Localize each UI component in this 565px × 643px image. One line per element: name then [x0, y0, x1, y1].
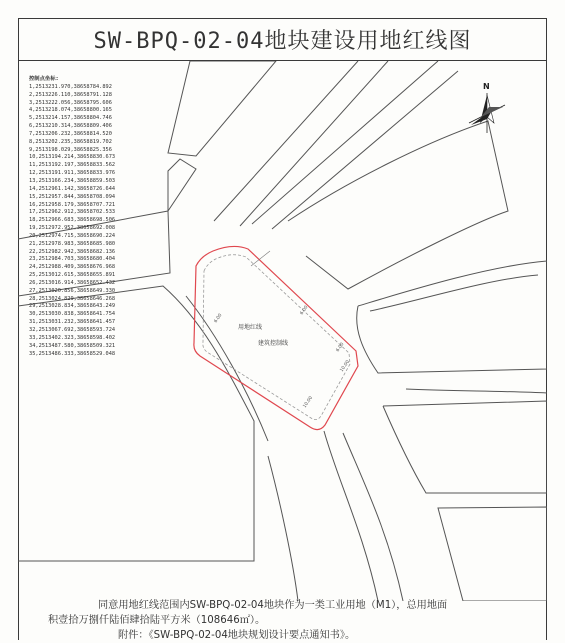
caption-line-2: 积壹拾万捌仟陆佰肆拾陆平方米（108646㎡）。 [48, 615, 266, 626]
coordinate-row: 21,2512978.983,38658685.980 [29, 240, 116, 247]
dim-label-left: 6.00 [213, 313, 224, 325]
coordinate-row: 26,2513016.914,38658652.432 [29, 279, 116, 286]
road-right-lower [406, 389, 547, 393]
coordinate-row: 28,2513024.829,38658646.268 [29, 295, 116, 302]
control-point-coordinates [29, 76, 115, 358]
road-diagonal-1 [214, 61, 388, 226]
coordinate-row: 1,2513231.970,38658784.892 [29, 83, 112, 90]
coordinate-row: 13,2513166.234,38658859.503 [29, 177, 116, 184]
block-right-middle [357, 261, 547, 373]
dim-label-right: 6.00 [335, 342, 346, 354]
coordinate-row: 9,2513198.029,38658825.356 [29, 146, 112, 153]
coordinate-row: 32,2513067.692,38658593.724 [29, 327, 116, 333]
leader-top [251, 251, 270, 266]
coordinate-row: 14,2512961.142,38658726.644 [29, 185, 116, 192]
coordinate-row: 3,2513222.056,38658795.606 [29, 99, 112, 106]
coordinate-row: 19,2512972.952,38658692.008 [29, 225, 116, 232]
dim-label-right-2: 10.00 [339, 359, 352, 374]
coordinate-row: 18,2512966.683,38658698.506 [29, 217, 116, 224]
coordinate-row: 2,2513226.110,38658791.128 [29, 91, 112, 98]
coordinate-row: 11,2513192.197,38658833.562 [29, 162, 116, 169]
road-curve-left [186, 296, 268, 441]
page-title: SW-BPQ-02-04地块建设用地红线图 [93, 29, 472, 54]
caption-attachment: 附件：《SW-BPQ-02-04地块规划设计要点通知书》。 [118, 630, 356, 641]
coordinate-row: 34,2513487.580,38658509.321 [29, 342, 116, 349]
coordinate-row: 29,2513028.834,38658643.249 [29, 303, 116, 310]
coordinate-row: 12,2513191.911,38658833.976 [29, 170, 116, 177]
coordinates-list [29, 84, 115, 359]
block-left-small [168, 159, 196, 211]
coordinate-row: 10,2513194.214,38658830.673 [29, 154, 116, 161]
road-top-left-block [168, 61, 276, 156]
coordinate-row: 27,2513020.856,38658649.330 [29, 287, 116, 294]
dim-label-bottom: 10.00 [302, 395, 315, 410]
coordinate-row: 15,2512957.844,38658708.094 [29, 193, 116, 200]
coordinate-row: 6,2513210.314,38658809.406 [29, 123, 112, 130]
setback-control-line [203, 255, 350, 420]
coordinate-row: 22,2512982.942,38658682.136 [29, 248, 116, 255]
coordinate-row: 20,2512974.715,38658690.224 [29, 232, 116, 239]
coordinate-row: 8,2513202.235,38658819.702 [29, 138, 112, 145]
red-line-label: 用地红线 [238, 324, 263, 331]
north-label: N [483, 82, 490, 91]
coordinate-row: 7,2513206.232,38658814.520 [29, 130, 112, 137]
dim-label-top: 6.00 [299, 305, 310, 317]
coordinate-row: 30,2513030.838,38658641.754 [29, 311, 116, 318]
site-parcel [194, 246, 358, 429]
coordinate-row: 25,2513012.615,38658655.891 [29, 272, 116, 279]
coordinate-row: 16,2512958.179,38658707.721 [29, 201, 116, 208]
coordinate-row: 4,2513218.074,38658800.165 [29, 107, 112, 114]
coordinate-row: 17,2512962.912,38658702.533 [29, 209, 116, 216]
coordinate-row: 35,2513486.333,38658529.048 [29, 350, 116, 357]
road-right-edge [370, 275, 538, 311]
caption-line-1: 同意用地红线范围内SW-BPQ-02-04地块作为一类工业用地（M1），总用地面 [98, 600, 448, 611]
road-curve-bottom-3 [268, 456, 298, 601]
approval-caption [48, 598, 538, 643]
setback-line-label: 建筑控制线 [258, 340, 289, 347]
block-lower-right [383, 401, 547, 493]
coordinate-row: 31,2513031.232,38658641.457 [29, 319, 116, 326]
road-curve-bottom-2 [343, 433, 403, 601]
block-bottom-right [438, 507, 547, 601]
coordinate-row: 33,2513402.323,38658598.402 [29, 334, 116, 341]
coordinate-row: 24,2512988.409,38658676.968 [29, 264, 116, 271]
road-curve-bottom-1 [324, 431, 378, 601]
coordinates-heading: 控制点坐标: [29, 76, 59, 82]
coordinate-row: 23,2512984.703,38658680.404 [29, 256, 116, 263]
block-upper-right [288, 121, 508, 289]
coordinate-row: 5,2513214.157,38658804.746 [29, 115, 112, 122]
